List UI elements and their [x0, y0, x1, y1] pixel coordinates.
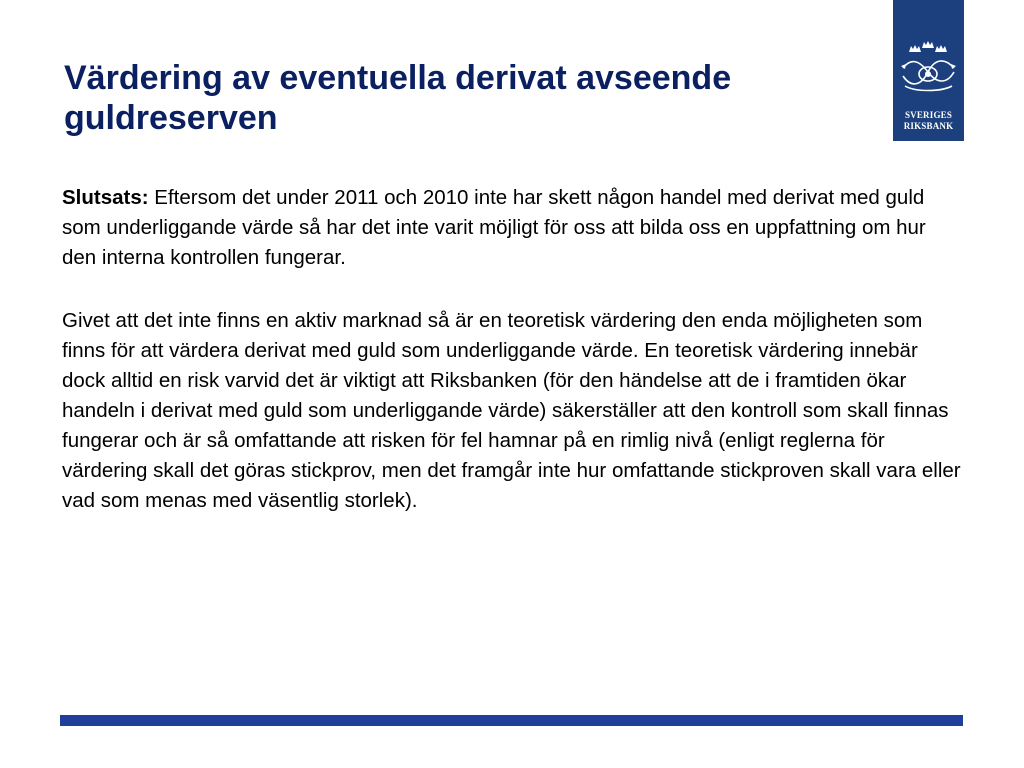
footer-bar — [60, 715, 963, 726]
riksbank-logo — [893, 0, 964, 141]
valuation-text: Givet att det inte finns en aktiv marknad så är en teoretisk värdering den enda möjligheten som finns för att värdera derivat med guld som underliggande värde. En teoretisk värdering innebär dock alltid en risk varvid det är viktigt att Riksbanken (för den händelse att de i framtiden ökar handeln i derivat med guld som underliggande värde) säkerställer att den kontroll som skall finnas fungerar och är så omfattande att risken för fel hamnar på en rimlig nivå (enligt reglerna för värdering skall det göras stickprov, men det framgår inte hur omfattande stickproven skall vara eller vad som menas med väsentlig storlek). — [62, 309, 961, 512]
paragraph-conclusion — [62, 183, 962, 273]
slide-title: Värdering av eventuella derivat avseende guldreserven — [64, 59, 732, 137]
slide-body — [62, 183, 962, 549]
paragraph-valuation — [62, 306, 962, 516]
logo-text-sveriges: SVERIGES — [904, 110, 953, 120]
conclusion-lead: Slutsats: — [62, 186, 149, 209]
riksbank-emblem-icon — [893, 0, 964, 108]
conclusion-text: Eftersom det under 2011 och 2010 inte har skett någon handel med derivat med guld som underliggande värde så har det inte varit möjligt för oss att bilda oss en uppfattning om hur den interna kontrollen fungerar. — [62, 186, 926, 269]
logo-text-riksbank: RIKSBANK — [903, 121, 954, 131]
